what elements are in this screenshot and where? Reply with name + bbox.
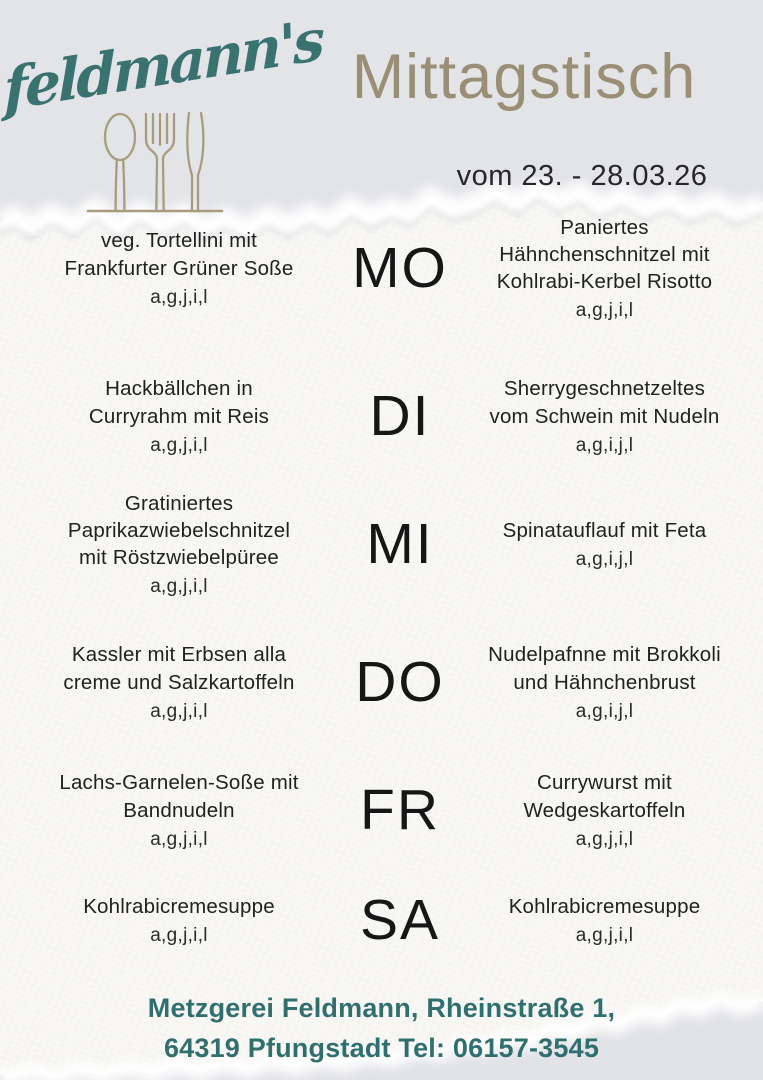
dish-name: Currywurst mit Wedgeskartoffeln [523, 771, 686, 822]
dish-left [14, 893, 344, 947]
dish-left [14, 769, 344, 850]
dish-allergens: a,g,i,j,l [575, 700, 634, 722]
dish-allergens: a,g,j,i,l [575, 925, 634, 947]
dish-allergens: a,g,j,i,l [150, 925, 208, 947]
day-row-fr [0, 752, 763, 868]
dish-name: Kassler mit Erbsen alla creme und Salzkartoffeln [63, 643, 295, 694]
dish-allergens: a,g,j,i,l [575, 300, 634, 322]
day-label: MO [352, 235, 448, 300]
day-label: DO [355, 649, 445, 714]
day-label: FR [360, 777, 440, 842]
brand-logo: feldmann's [3, 5, 323, 125]
dish-name: Kohlrabicremesuppe [508, 894, 701, 918]
day-label: SA [359, 887, 441, 952]
footer-line-2: 64319 Pfungstadt Tel: 06157-3545 [163, 1033, 600, 1063]
dish-name: Nudelpafnne mit Brokkoli und Hähnchenbrust [488, 643, 721, 694]
footer-line-1: Metzgerei Feldmann, Rheinstraße 1, [147, 993, 616, 1023]
dish-allergens: a,g,j,i,l [575, 828, 634, 850]
page-title: Mittagstisch [351, 42, 697, 112]
dish-allergens: a,g,j,i,l [150, 828, 208, 850]
dish-left [14, 641, 344, 722]
dish-name: Kohlrabicremesuppe [83, 894, 275, 918]
dish-name: veg. Tortellini mit Frankfurter Grüner Soße [64, 229, 294, 280]
dish-right [456, 375, 753, 456]
dish-left [14, 227, 344, 308]
dish-right [456, 641, 753, 722]
dish-name: Hackbällchen in Curryrahm mit Reis [88, 377, 270, 428]
dish-allergens: a,g,j,i,l [150, 286, 208, 308]
date-range: vom 23. - 28.03.26 [456, 160, 708, 192]
day-row-di [0, 360, 763, 472]
dish-right [456, 214, 753, 322]
day-label: MI [366, 511, 434, 576]
dish-allergens: a,g,i,j,l [575, 434, 634, 456]
dish-right [456, 769, 753, 850]
dish-name: Gratiniertes Paprikazwiebelschnitzel mit Röstzwiebelpüree [67, 491, 291, 570]
dish-right [456, 517, 753, 571]
dish-name: Lachs-Garnelen-Soße mit Bandnudeln [59, 771, 299, 822]
dish-allergens: a,g,j,i,l [150, 434, 208, 456]
dish-left [14, 490, 344, 598]
footer-address [0, 988, 763, 1068]
dish-right [456, 893, 753, 947]
dish-allergens: a,g,j,i,l [150, 700, 208, 722]
dish-name: Spinatauflauf mit Feta [502, 518, 707, 542]
day-row-mi [0, 474, 763, 614]
day-row-do [0, 624, 763, 740]
dish-name: Sherrygeschnetzeltes vom Schwein mit Nudeln [489, 377, 720, 428]
dish-name: Paniertes Hähnchenschnitzel mit Kohlrabi-Kerbel Risotto [496, 215, 713, 294]
day-row-mo [0, 198, 763, 338]
dish-left [14, 375, 344, 456]
dish-allergens: a,g,j,i,l [150, 576, 208, 598]
dish-allergens: a,g,i,j,l [575, 549, 634, 571]
day-label: DI [369, 383, 431, 448]
